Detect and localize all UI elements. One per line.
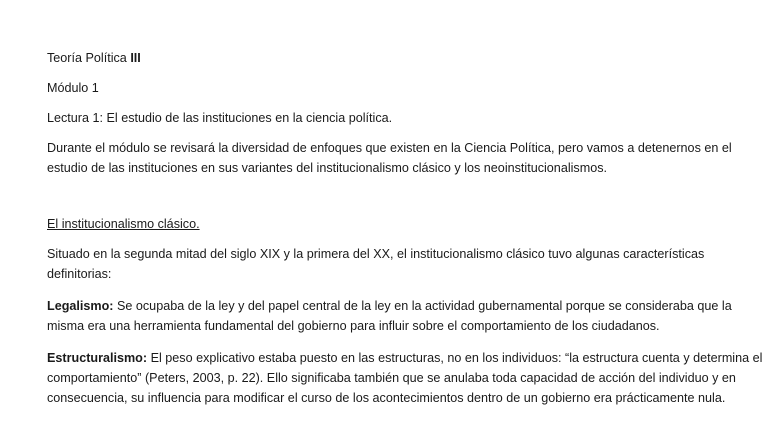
section-intro: Situado en la segunda mitad del siglo XIX y la primera del XX, el institucionalismo clásico tuvo algunas características definitorias: (47, 247, 705, 281)
definition-term: Estructuralismo: (47, 351, 148, 365)
document-body (47, 48, 767, 418)
intro-paragraph: Durante el módulo se revisará la diversidad de enfoques que existen en la Ciencia Política, pero vamos a detenernos en el estudio de las instituciones en sus variantes del institucionalismo clásico y los neoinstitucionalismos. (47, 141, 732, 175)
course-title-roman: III (130, 51, 141, 65)
course-title (47, 48, 767, 68)
definition-text: El peso explicativo estaba puesto en las estructuras, no en los individuos: “la estructura cuenta y determina el comportamiento” (Peters, 2003, p. 22). Ello significaba también que se anulaba toda capacidad de acción del individuo y en consecuencia, su influencia para modificar el curso de los acontecimientos dentro de un gobierno era prácticamente nula. (47, 351, 763, 405)
definition-term: Legalismo: (47, 299, 114, 313)
definition-legalismo (47, 296, 767, 336)
definition-text: Se ocupaba de la ley y del papel central de la ley en la actividad gubernamental porque se consideraba que la misma era una herramienta fundamental del gobierno para influir sobre el comportamiento de los ciudadanos. (47, 299, 732, 333)
section-heading: El institucionalismo clásico. (47, 217, 200, 231)
paragraph-gap (47, 188, 767, 214)
module-label: Módulo 1 (47, 81, 99, 95)
definition-estructuralismo (47, 348, 767, 408)
course-title-text: Teoría Política (47, 51, 131, 65)
lecture-title: Lectura 1: El estudio de las instituciones en la ciencia política. (47, 111, 393, 125)
